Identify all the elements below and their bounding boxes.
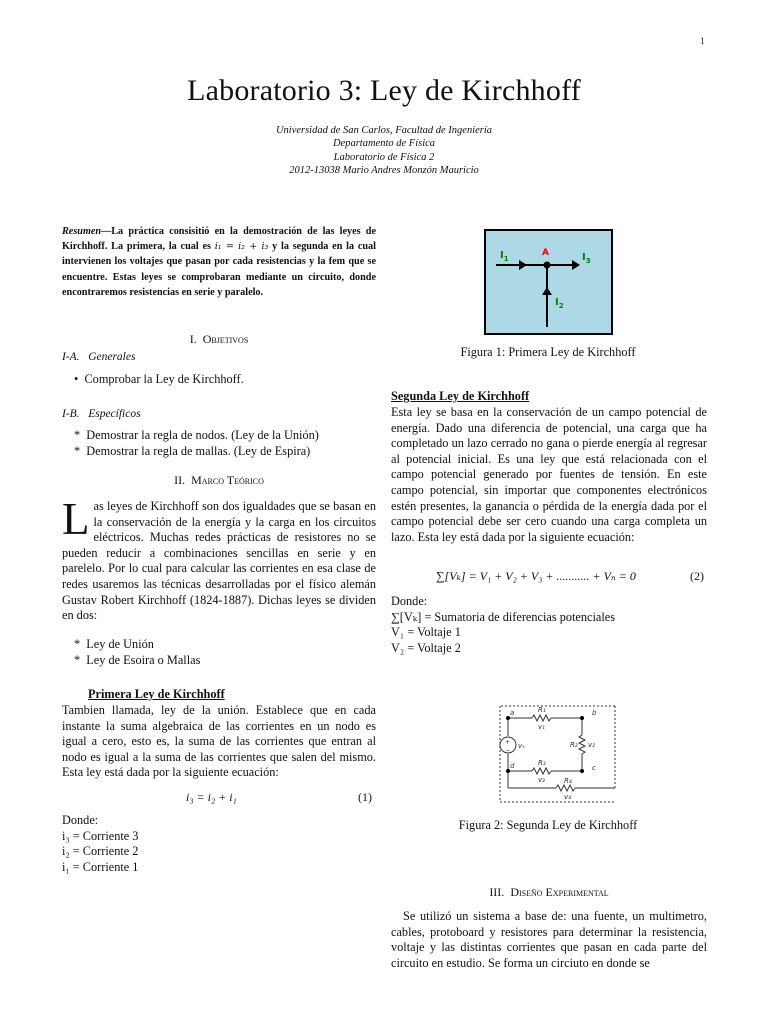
subsection-label: I-A. [62,351,80,363]
especificos-list [74,428,319,459]
segunda-paragraph: Esta ley se basa en la conservación de un campo potencial de energía. Dado una diferencia de potencial, una carga que ha completado un lazo cerrado no gana o pierde energía al regresar al potencial inicial. Es una ley que está relacionada con el campo potencial generado por fuentes de tensión. En este campo potencial, sin importar que componentes electrónicos estén presentes, la ganancia o pérdida de la energía dada por el campo potencial debe ser cero cuando una carga completa un lazo. Esta ley está dada por la siguiente ecuación: [391,405,707,544]
drop-cap: L [62,494,90,544]
label-node-b: b [592,709,597,717]
label-v1: v₁ [538,723,545,731]
paper-title: Laboratorio 3: Ley de Kirchhoff [187,74,581,107]
equation-2: ∑[Vₖ] = V₁ + V₂ + V₃ + ........... + Vₙ = 0 [436,569,636,583]
section-number: I. [189,332,197,346]
circuit-diagram [484,698,620,810]
figure-2-circuit [484,698,620,815]
node-b-dot [580,716,584,720]
subsection-especificos-heading [62,408,141,420]
label-r4: R₄ [564,777,572,785]
subsection-title: Generales [88,351,136,363]
abstract [62,224,376,300]
list-item: * Demostrar la regla de mallas. (Ley de Espira) [74,443,311,458]
label-node-a: a [510,709,515,717]
equation-1: i₃ = i₂ + i₁ [186,790,237,804]
resistor-r4-icon [556,785,575,791]
node-c-dot [580,769,584,773]
section-marco-heading [62,473,376,488]
affiliation [0,124,768,177]
label-r2: R₂ [570,741,578,749]
list-item: * Ley de Esoira o Mallas [74,652,201,667]
subsection-label: I-B. [62,408,80,420]
section-number: II. [174,473,186,487]
arrow-i3-icon [572,260,580,270]
definition-item: i₂ = Corriente 2 [62,844,139,859]
definition-item: i₃ = Corriente 3 [62,828,139,843]
node-diagram [486,231,611,333]
label-node-a: A [542,248,549,258]
label-v2: v₂ [588,741,595,749]
label-node-d: d [510,762,515,770]
heading-text: Primera Ley de Kirchhoff [88,687,225,701]
definition-item: V₁ = Voltaje 1 [391,625,461,640]
marco-text: as leyes de Kirchhoff son dos igualdades que se basan en la conservación de la energía y la carga en los circuitos eléctricos. Muchas redes prácticas de resistores no se pueden reducir a combinaciones sencillas en serie y en parelelo. Por lo cual para calcular las corrientes en esa clase de redes usaremos las técnicas desarrolladas por el físico alemán Gustav Robert Kirchhoff (1824-1887). Dichas leyes se dividen en dos: [62,499,376,623]
label-v4: v₄ [564,793,571,801]
donde-label: Donde: [62,813,99,827]
resistor-r3-icon [532,768,551,774]
affiliation-course: Laboratorio de Física 2 [333,151,435,163]
list-item-text: Ley de Esoira o Mallas [86,652,201,667]
section-title: Marco Teórico [191,473,264,487]
affiliation-author: 2012-13038 Mario Andres Monzón Mauricio [289,164,479,176]
affiliation-university: Universidad de San Carlos, Facultad de Ingeniería [275,125,493,136]
segunda-heading [391,389,529,405]
definition-item: V₂ = Voltaje 2 [391,640,461,655]
equation-1-number: (1) [358,790,372,804]
primera-paragraph: Tambien llamada, ley de la unión. Establece que en cada instante la suma algebraica de las corrientes en un nodo es igual a cero, esto es, la suma de las corrientes que entran al nodo es igual a la suma de las corrientes que salen del mismo. Esta ley está dada por la siguiente ecuación: [62,703,376,780]
label-r3: R₃ [538,759,546,767]
label-r1: R₁ [538,706,546,714]
abstract-inline-equation: i₁ = i₂ + i₃ [214,241,269,253]
list-item-text: Demostrar la regla de mallas. (Ley de Espira) [86,443,311,458]
figure-2-caption: Figura 2: Segunda Ley de Kirchhoff [458,818,638,832]
heading-text: Segunda Ley de Kirchhoff [391,389,530,403]
generales-list [74,372,244,388]
definition-item: ∑[Vₖ] = Sumatoria de diferencias potenciales [391,609,616,624]
label-node-c: c [592,764,596,772]
label-i2: $I_2$ [555,297,564,310]
resistor-r1-icon [532,715,551,721]
abstract-text-2: y la segunda en la cual intervienen los voltajes que pasan por cada resistencias y la fem que se encuentre. Estas leyes se comprobaran mediante un circuito, donde encontraremos resistencias en serie y paralelo. [62,241,376,298]
label-plus: + [505,739,511,746]
segunda-donde [391,594,615,656]
list-item-text: Comprobar la Ley de Kirchhoff. [84,372,244,386]
donde-label: Donde: [391,594,428,608]
section-number: III. [489,885,505,899]
abstract-lead: Resumen [62,226,102,237]
subsection-title: Específicos [88,408,141,420]
section-diseno-heading [391,885,707,900]
primera-heading [88,687,225,703]
subsection-generales-heading [62,351,135,363]
label-minus: − [505,747,511,754]
section-objetivos-heading [62,332,376,347]
list-item: * Demostrar la regla de nodos. (Ley de la Unión) [74,428,319,442]
primera-donde [62,813,138,875]
resistor-r2-icon [579,735,585,754]
equation-2-number: (2) [690,569,704,583]
page-number: 1 [700,36,705,46]
diseno-paragraph: Se utilizó un sistema a base de: una fuente, un multimetro, cables, protoboard y resistores para determinar la resistencia, voltaje y las distintas corrientes que pasan en cada parte del circuito en estudio. Se forma un circiuto en donde se [391,909,707,970]
list-item-text: Demostrar la regla de nodos. (Ley de la Unión) [86,428,319,442]
list-item: • Comprobar la Ley de Kirchhoff. [74,372,244,386]
list-item: * Ley de Unión [74,637,154,651]
section-title: Diseño Experimental [510,885,609,899]
node-a-dot [544,262,551,269]
label-v3: v₃ [538,776,545,784]
arrow-i1-icon [519,260,527,270]
figure-1-diagram [484,229,613,335]
list-item-text: Ley de Unión [86,637,154,651]
affiliation-department: Departamento de Física [332,138,436,150]
marco-list [74,637,200,668]
arrow-i2-icon [542,287,552,295]
label-vs: vₛ [518,742,525,750]
marco-paragraph [62,494,376,624]
abstract-text-1: —La práctica consisitió en la demostración de las leyes de Kirchhoff. La primera, la cual es [62,226,376,253]
definition-item: i₁ = Corriente 1 [62,859,139,874]
figure-1-caption: Figura 1: Primera Ley de Kirchhoff [460,345,636,359]
label-i1: $I_1$ [500,250,509,263]
label-i3: $I_3$ [582,252,591,265]
section-title: Objetivos [202,332,249,346]
